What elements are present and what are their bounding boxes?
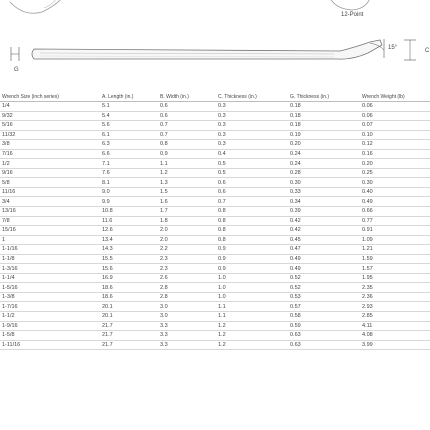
cell-weight: 0.25	[360, 168, 430, 178]
cell-g-thickness: 0.42	[288, 226, 360, 236]
cell-wrench-size: 1-1/4	[0, 273, 100, 283]
cell-width: 3.0	[158, 312, 216, 322]
cell-width: 2.3	[158, 264, 216, 274]
cell-g-thickness: 0.34	[288, 197, 360, 207]
table-row	[0, 226, 430, 236]
cell-c-thickness: 0.9	[216, 254, 288, 264]
cell-weight: 0.16	[360, 149, 430, 159]
cell-g-thickness: 0.59	[288, 321, 360, 331]
col-header-width: B. Width (in.)	[158, 92, 216, 102]
cell-length: 9.9	[100, 197, 158, 207]
cell-weight: 2.93	[360, 302, 430, 312]
cell-width: 3.3	[158, 340, 216, 350]
cell-c-thickness: 0.5	[216, 159, 288, 169]
cell-c-thickness: 1.1	[216, 312, 288, 322]
cell-wrench-size: 3/8	[0, 140, 100, 150]
cell-width: 1.5	[158, 187, 216, 197]
cell-g-thickness: 0.45	[288, 235, 360, 245]
cell-c-thickness: 1.2	[216, 321, 288, 331]
cell-width: 0.9	[158, 149, 216, 159]
wrench-specifications-table	[0, 92, 430, 350]
cell-wrench-size: 1-1/16	[0, 245, 100, 255]
cell-length: 7.6	[100, 168, 158, 178]
cell-wrench-size: 1-5/16	[0, 283, 100, 293]
cell-c-thickness: 0.3	[216, 121, 288, 131]
cell-weight: 0.06	[360, 111, 430, 121]
cell-g-thickness: 0.49	[288, 254, 360, 264]
cell-wrench-size: 1-9/16	[0, 321, 100, 331]
cell-weight: 4.11	[360, 321, 430, 331]
cell-length: 21.7	[100, 340, 158, 350]
cell-weight: 0.30	[360, 178, 430, 188]
table-row	[0, 168, 430, 178]
table-row	[0, 302, 430, 312]
cell-c-thickness: 0.4	[216, 149, 288, 159]
cell-length: 11.6	[100, 216, 158, 226]
cell-wrench-size: 1-1/8	[0, 254, 100, 264]
cell-width: 1.8	[158, 216, 216, 226]
cell-g-thickness: 0.63	[288, 340, 360, 350]
table-row	[0, 121, 430, 131]
cell-width: 3.0	[158, 302, 216, 312]
dim-c-label: C	[425, 48, 430, 54]
cell-length: 20.1	[100, 312, 158, 322]
cell-c-thickness: 0.8	[216, 226, 288, 236]
cell-wrench-size: 1-11/16	[0, 340, 100, 350]
cell-length: 14.3	[100, 245, 158, 255]
cell-c-thickness: 1.0	[216, 292, 288, 302]
cell-length: 5.1	[100, 102, 158, 112]
cell-length: 6.1	[100, 130, 158, 140]
cell-length: 6.3	[100, 140, 158, 150]
cell-wrench-size: 7/8	[0, 216, 100, 226]
cell-c-thickness: 0.9	[216, 245, 288, 255]
cell-weight: 0.77	[360, 216, 430, 226]
cell-length: 16.9	[100, 273, 158, 283]
cell-wrench-size: 11/16	[0, 187, 100, 197]
cell-g-thickness: 0.18	[288, 102, 360, 112]
table-body	[0, 102, 430, 350]
cell-g-thickness: 0.52	[288, 273, 360, 283]
cell-wrench-size: 7/16	[0, 149, 100, 159]
wrench-head-top-left	[10, 0, 62, 13]
table-row	[0, 331, 430, 341]
wrench-technical-drawing	[0, 0, 430, 88]
table-row	[0, 207, 430, 217]
cell-length: 15.5	[100, 254, 158, 264]
cell-width: 1.2	[158, 168, 216, 178]
cell-length: 13.4	[100, 235, 158, 245]
cell-weight: 2.85	[360, 312, 430, 322]
cell-g-thickness: 0.18	[288, 111, 360, 121]
cell-wrench-size: 9/32	[0, 111, 100, 121]
cell-weight: 0.12	[360, 140, 430, 150]
cell-weight: 0.91	[360, 226, 430, 236]
cell-weight: 1.09	[360, 235, 430, 245]
cell-weight: 0.66	[360, 207, 430, 217]
cell-width: 0.7	[158, 130, 216, 140]
cell-c-thickness: 0.6	[216, 178, 288, 188]
cell-c-thickness: 0.3	[216, 111, 288, 121]
cell-g-thickness: 0.19	[288, 130, 360, 140]
cell-weight: 0.07	[360, 121, 430, 131]
cell-weight: 0.40	[360, 187, 430, 197]
cell-width: 2.0	[158, 235, 216, 245]
cell-g-thickness: 0.39	[288, 207, 360, 217]
table-row	[0, 312, 430, 322]
cell-length: 21.7	[100, 331, 158, 341]
cell-g-thickness: 0.53	[288, 292, 360, 302]
cell-length: 6.6	[100, 149, 158, 159]
cell-wrench-size: 1-3/16	[0, 264, 100, 274]
table-row	[0, 235, 430, 245]
cell-g-thickness: 0.28	[288, 168, 360, 178]
cell-weight: 0.49	[360, 197, 430, 207]
cell-width: 2.0	[158, 226, 216, 236]
cell-length: 5.6	[100, 121, 158, 131]
table-row	[0, 292, 430, 302]
cell-length: 9.0	[100, 187, 158, 197]
table-row	[0, 264, 430, 274]
cell-length: 18.6	[100, 283, 158, 293]
table-row	[0, 273, 430, 283]
cell-c-thickness: 0.8	[216, 235, 288, 245]
table-row	[0, 140, 430, 150]
table-row	[0, 216, 430, 226]
wrench-box-end-top-right	[330, 0, 370, 10]
cell-width: 3.3	[158, 321, 216, 331]
cell-c-thickness: 0.3	[216, 130, 288, 140]
cell-width: 0.6	[158, 111, 216, 121]
cell-g-thickness: 0.42	[288, 216, 360, 226]
cell-weight: 0.06	[360, 102, 430, 112]
cell-weight: 3.99	[360, 340, 430, 350]
cell-g-thickness: 0.63	[288, 331, 360, 341]
col-header-g-thickness: G. Thickness (in.)	[288, 92, 360, 102]
cell-width: 2.6	[158, 273, 216, 283]
cell-width: 0.8	[158, 140, 216, 150]
cell-wrench-size: 1/4	[0, 102, 100, 112]
cell-c-thickness: 0.9	[216, 264, 288, 274]
cell-wrench-size: 3/4	[0, 197, 100, 207]
table-row	[0, 254, 430, 264]
table-row	[0, 159, 430, 169]
cell-c-thickness: 0.3	[216, 102, 288, 112]
cell-c-thickness: 1.0	[216, 273, 288, 283]
col-header-length: A. Length (in.)	[100, 92, 158, 102]
cell-width: 3.3	[158, 331, 216, 341]
cell-c-thickness: 0.6	[216, 187, 288, 197]
cell-length: 5.4	[100, 111, 158, 121]
table-row	[0, 187, 430, 197]
cell-wrench-size: 15/16	[0, 226, 100, 236]
cell-g-thickness: 0.47	[288, 245, 360, 255]
dim-g-label: G	[14, 67, 19, 73]
point-label: 12-Point	[341, 12, 364, 18]
cell-g-thickness: 0.52	[288, 283, 360, 293]
cell-length: 10.8	[100, 207, 158, 217]
cell-g-thickness: 0.20	[288, 140, 360, 150]
cell-weight: 1.57	[360, 264, 430, 274]
cell-weight: 0.20	[360, 159, 430, 169]
table-row	[0, 321, 430, 331]
cell-length: 20.1	[100, 302, 158, 312]
cell-g-thickness: 0.24	[288, 159, 360, 169]
cell-wrench-size: 1-7/16	[0, 302, 100, 312]
cell-c-thickness: 1.2	[216, 331, 288, 341]
cell-width: 1.3	[158, 178, 216, 188]
cell-c-thickness: 0.3	[216, 140, 288, 150]
cell-wrench-size: 11/32	[0, 130, 100, 140]
cell-weight: 1.95	[360, 273, 430, 283]
cell-g-thickness: 0.33	[288, 187, 360, 197]
table-row	[0, 245, 430, 255]
table-row	[0, 340, 430, 350]
cell-width: 2.8	[158, 283, 216, 293]
cell-width: 1.6	[158, 197, 216, 207]
cell-wrench-size: 1-1/2	[0, 312, 100, 322]
cell-wrench-size: 1/2	[0, 159, 100, 169]
table-row	[0, 130, 430, 140]
table-row	[0, 111, 430, 121]
cell-c-thickness: 0.7	[216, 197, 288, 207]
cell-length: 15.6	[100, 264, 158, 274]
cell-c-thickness: 1.2	[216, 340, 288, 350]
cell-length: 7.1	[100, 159, 158, 169]
cell-weight: 4.08	[360, 331, 430, 341]
angle-label: 15°	[388, 45, 398, 51]
cell-width: 1.1	[158, 159, 216, 169]
cell-g-thickness: 0.18	[288, 121, 360, 131]
cell-c-thickness: 1.1	[216, 302, 288, 312]
cell-width: 0.7	[158, 121, 216, 131]
cell-weight: 2.35	[360, 283, 430, 293]
cell-length: 18.6	[100, 292, 158, 302]
cell-c-thickness: 0.5	[216, 168, 288, 178]
cell-wrench-size: 1-3/8	[0, 292, 100, 302]
table-row	[0, 283, 430, 293]
cell-g-thickness: 0.58	[288, 312, 360, 322]
table-header-row	[0, 92, 430, 102]
cell-weight: 0.10	[360, 130, 430, 140]
cell-wrench-size: 1	[0, 235, 100, 245]
cell-wrench-size: 5/8	[0, 178, 100, 188]
cell-length: 12.6	[100, 226, 158, 236]
cell-width: 2.2	[158, 245, 216, 255]
cell-wrench-size: 13/16	[0, 207, 100, 217]
cell-weight: 1.21	[360, 245, 430, 255]
cell-width: 1.7	[158, 207, 216, 217]
cell-wrench-size: 9/16	[0, 168, 100, 178]
col-header-weight: Wrench Weight (lb)	[360, 92, 430, 102]
col-header-wrench-size: Wrench Size (inch series)	[0, 92, 100, 102]
cell-c-thickness: 0.8	[216, 207, 288, 217]
cell-g-thickness: 0.30	[288, 178, 360, 188]
cell-length: 8.1	[100, 178, 158, 188]
cell-g-thickness: 0.57	[288, 302, 360, 312]
cell-wrench-size: 1-5/8	[0, 331, 100, 341]
cell-g-thickness: 0.24	[288, 149, 360, 159]
cell-width: 2.3	[158, 254, 216, 264]
cell-c-thickness: 0.8	[216, 216, 288, 226]
cell-weight: 2.36	[360, 292, 430, 302]
cell-width: 0.6	[158, 102, 216, 112]
table-row	[0, 178, 430, 188]
cell-weight: 1.59	[360, 254, 430, 264]
table-row	[0, 102, 430, 112]
cell-wrench-size: 5/16	[0, 121, 100, 131]
cell-width: 2.8	[158, 292, 216, 302]
cell-length: 21.7	[100, 321, 158, 331]
table-row	[0, 149, 430, 159]
cell-c-thickness: 1.0	[216, 283, 288, 293]
col-header-c-thickness: C. Thickness (in.)	[216, 92, 288, 102]
table-row	[0, 197, 430, 207]
cell-g-thickness: 0.49	[288, 264, 360, 274]
